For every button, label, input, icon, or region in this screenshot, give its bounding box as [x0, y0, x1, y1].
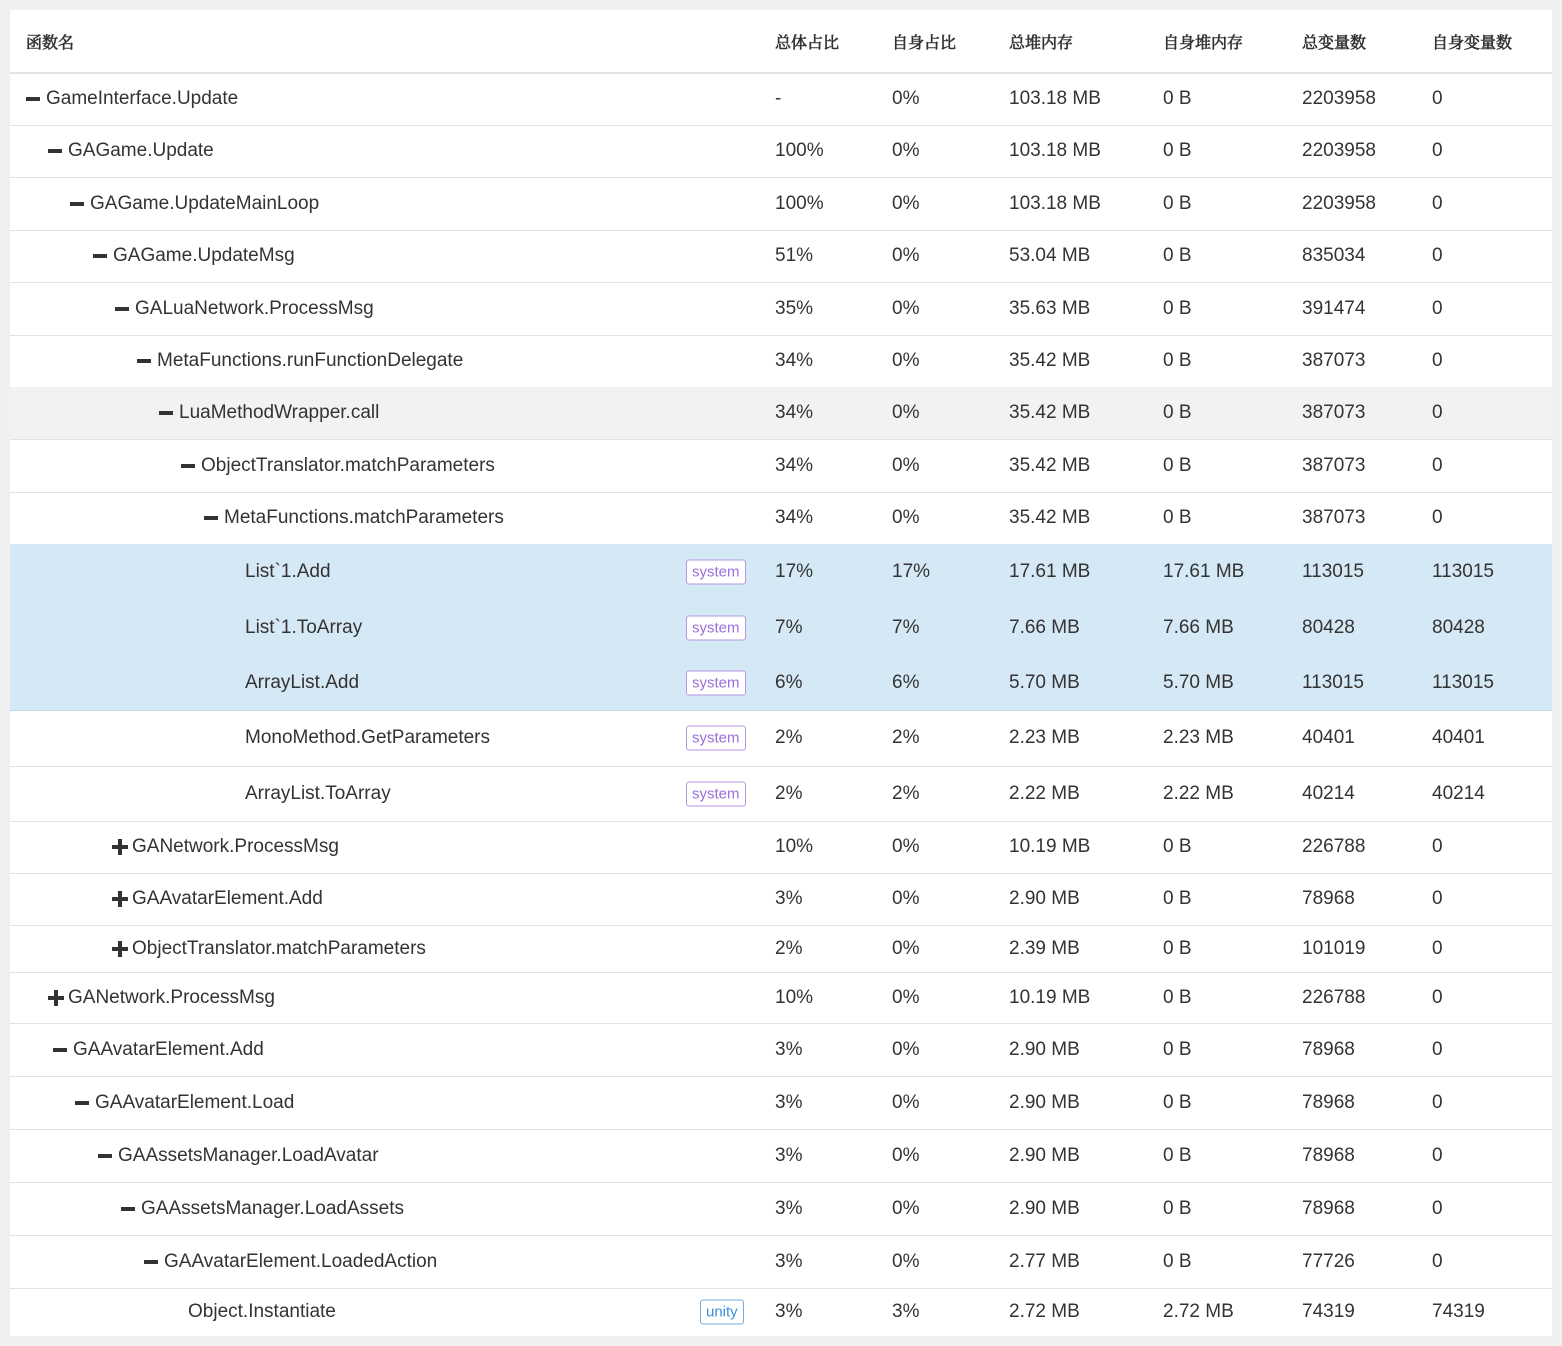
total-pct-cell: 6%: [775, 671, 803, 693]
table-row[interactable]: [10, 1129, 1552, 1183]
total-pct-cell: 34%: [775, 454, 814, 476]
total-heap-cell: 2.77 MB: [1009, 1250, 1080, 1272]
self-pct-cell: 0%: [892, 1250, 920, 1272]
total-heap-cell: 2.90 MB: [1009, 1197, 1080, 1219]
self-heap-cell: 0 B: [1163, 297, 1192, 319]
self-heap-cell: 2.72 MB: [1163, 1301, 1234, 1322]
total-pct-cell: 3%: [775, 1038, 803, 1060]
total-heap-cell: 17.61 MB: [1009, 561, 1091, 582]
function-name-cell: [10, 766, 1005, 821]
function-name: MonoMethod.GetParameters: [245, 727, 491, 748]
self-vars-cell: 0: [1432, 1250, 1443, 1272]
collapse-icon[interactable]: [144, 1255, 158, 1269]
total-pct-cell: 17%: [775, 561, 814, 582]
total-vars-cell: 113015: [1302, 561, 1364, 582]
table-row[interactable]: [10, 544, 1552, 601]
table-row[interactable]: [10, 1235, 1552, 1289]
col-header-total-pct[interactable]: 总体占比: [775, 34, 840, 52]
function-name-cell: [10, 492, 964, 544]
self-heap-cell: 0 B: [1163, 245, 1192, 266]
self-pct-cell: 0%: [892, 836, 920, 857]
self-pct-cell: 0%: [892, 454, 920, 476]
col-header-self-vars[interactable]: 自身变量数: [1432, 34, 1513, 52]
total-vars-cell: 78968: [1302, 1144, 1355, 1166]
function-name-cell: [10, 1288, 948, 1336]
collapse-icon[interactable]: [204, 511, 218, 525]
total-heap-cell: 2.90 MB: [1009, 1091, 1080, 1113]
function-name: GAAvatarElement.Load: [95, 1091, 295, 1113]
collapse-icon[interactable]: [70, 197, 84, 211]
total-heap-cell: 2.23 MB: [1009, 727, 1080, 748]
col-header-total-vars[interactable]: 总变量数: [1302, 34, 1367, 52]
function-name-cell: [10, 544, 1005, 600]
self-heap-cell: 7.66 MB: [1163, 616, 1234, 638]
total-pct-cell: 100%: [775, 192, 824, 214]
total-pct-cell: 51%: [775, 245, 814, 266]
table-row[interactable]: [10, 282, 1552, 336]
total-pct-cell: 34%: [775, 350, 814, 371]
self-pct-cell: 0%: [892, 192, 920, 214]
self-pct-cell: 3%: [892, 1301, 920, 1322]
self-pct-cell: 2%: [892, 727, 920, 748]
function-name-cell: [10, 177, 830, 230]
self-vars-cell: 0: [1432, 986, 1443, 1008]
total-vars-cell: 391474: [1302, 297, 1366, 319]
self-pct-cell: 2%: [892, 782, 920, 804]
function-name-cell: [10, 125, 808, 177]
table-row[interactable]: [10, 925, 1552, 973]
total-pct-cell: 34%: [775, 507, 814, 528]
total-pct-cell: 3%: [775, 1091, 803, 1113]
collapse-icon[interactable]: [48, 144, 62, 158]
expand-icon[interactable]: [112, 840, 126, 854]
self-heap-cell: 0 B: [1163, 454, 1192, 476]
self-heap-cell: 0 B: [1163, 1250, 1192, 1272]
self-heap-cell: 0 B: [1163, 836, 1192, 857]
table-header: [10, 10, 1552, 74]
system-badge: system: [686, 781, 746, 806]
total-pct-cell: -: [775, 88, 782, 109]
function-name-cell: [10, 821, 872, 873]
self-heap-cell: 0 B: [1163, 937, 1192, 959]
self-pct-cell: 0%: [892, 1038, 920, 1060]
self-vars-cell: 0: [1432, 1197, 1443, 1219]
total-heap-cell: 35.42 MB: [1009, 402, 1091, 423]
self-vars-cell: 0: [1432, 402, 1443, 423]
self-vars-cell: 0: [1432, 1038, 1443, 1060]
profiler-table: [10, 10, 1552, 1336]
function-name: GameInterface.Update: [46, 88, 239, 109]
function-name-cell: [10, 972, 808, 1023]
self-vars-cell: 0: [1432, 454, 1443, 476]
self-pct-cell: 0%: [892, 297, 920, 319]
total-vars-cell: 2203958: [1302, 88, 1376, 109]
self-heap-cell: 0 B: [1163, 1144, 1192, 1166]
function-name: GAAvatarElement.Add: [73, 1038, 264, 1060]
total-pct-cell: 100%: [775, 140, 824, 161]
self-heap-cell: 0 B: [1163, 986, 1192, 1008]
table-row[interactable]: [10, 1288, 1552, 1336]
self-heap-cell: 0 B: [1163, 507, 1192, 528]
collapse-icon[interactable]: [121, 1202, 135, 1216]
self-pct-cell: 0%: [892, 350, 920, 371]
self-heap-cell: 0 B: [1163, 1091, 1192, 1113]
function-name: Object.Instantiate: [188, 1301, 336, 1322]
self-pct-cell: 0%: [892, 888, 920, 909]
self-vars-cell: 0: [1432, 888, 1443, 909]
self-heap-cell: 2.23 MB: [1163, 727, 1234, 748]
total-pct-cell: 10%: [775, 836, 814, 857]
total-pct-cell: 3%: [775, 1301, 803, 1322]
self-heap-cell: 0 B: [1163, 888, 1192, 909]
total-vars-cell: 101019: [1302, 937, 1366, 959]
function-name-cell: [10, 873, 872, 925]
function-name-cell: [10, 230, 853, 282]
expand-icon[interactable]: [112, 892, 126, 906]
self-pct-cell: 0%: [892, 937, 920, 959]
self-vars-cell: 0: [1432, 1144, 1443, 1166]
total-vars-cell: 80428: [1302, 616, 1355, 638]
table-row[interactable]: [10, 1023, 1552, 1077]
self-vars-cell: 0: [1432, 350, 1443, 371]
function-name: MetaFunctions.runFunctionDelegate: [157, 350, 464, 371]
table-row[interactable]: [10, 335, 1552, 388]
self-vars-cell: 0: [1432, 88, 1443, 109]
function-name: List`1.ToArray: [245, 616, 363, 638]
collapse-icon[interactable]: [181, 459, 195, 473]
total-vars-cell: 387073: [1302, 402, 1366, 423]
function-name-cell: [10, 600, 1005, 655]
function-name: LuaMethodWrapper.call: [179, 402, 380, 423]
self-pct-cell: 0%: [892, 245, 920, 266]
table-row[interactable]: [10, 387, 1552, 440]
total-vars-cell: 226788: [1302, 836, 1366, 857]
total-pct-cell: 2%: [775, 727, 803, 748]
function-name: GANetwork.ProcessMsg: [68, 986, 275, 1008]
function-name: ObjectTranslator.matchParameters: [132, 937, 426, 959]
total-pct-cell: 10%: [775, 986, 814, 1008]
total-heap-cell: 35.42 MB: [1009, 454, 1091, 476]
total-vars-cell: 78968: [1302, 888, 1355, 909]
total-heap-cell: 2.39 MB: [1009, 937, 1080, 959]
table-row[interactable]: [10, 766, 1552, 822]
unity-badge: unity: [700, 1300, 744, 1325]
total-vars-cell: 40401: [1302, 727, 1355, 748]
self-vars-cell: 0: [1432, 192, 1443, 214]
total-vars-cell: 78968: [1302, 1038, 1355, 1060]
self-vars-cell: 74319: [1432, 1301, 1485, 1322]
self-pct-cell: 6%: [892, 671, 920, 693]
col-header-self-heap[interactable]: 自身堆内存: [1163, 34, 1244, 52]
function-name: List`1.Add: [245, 561, 331, 582]
total-pct-cell: 3%: [775, 1197, 803, 1219]
total-vars-cell: 74319: [1302, 1301, 1355, 1322]
function-name-cell: [10, 1129, 858, 1182]
total-heap-cell: 2.22 MB: [1009, 782, 1080, 804]
self-vars-cell: 113015: [1432, 671, 1494, 693]
total-vars-cell: 78968: [1302, 1197, 1355, 1219]
collapse-icon[interactable]: [115, 302, 129, 316]
self-heap-cell: 0 B: [1163, 1038, 1192, 1060]
collapse-icon[interactable]: [159, 406, 173, 420]
self-vars-cell: 0: [1432, 140, 1443, 161]
total-heap-cell: 2.90 MB: [1009, 888, 1080, 909]
self-heap-cell: 0 B: [1163, 350, 1192, 371]
self-vars-cell: 0: [1432, 836, 1443, 857]
function-name-cell: [10, 73, 786, 125]
system-badge: system: [686, 560, 746, 585]
total-vars-cell: 2203958: [1302, 140, 1376, 161]
self-pct-cell: 0%: [892, 986, 920, 1008]
self-vars-cell: 40401: [1432, 727, 1485, 748]
total-vars-cell: 40214: [1302, 782, 1355, 804]
function-name-cell: [10, 1182, 881, 1235]
function-name: GAAssetsManager.LoadAssets: [141, 1197, 404, 1219]
total-heap-cell: 103.18 MB: [1009, 88, 1101, 109]
total-vars-cell: 78968: [1302, 1091, 1355, 1113]
self-vars-cell: 0: [1432, 507, 1443, 528]
self-pct-cell: 0%: [892, 1091, 920, 1113]
table-row[interactable]: [10, 492, 1552, 545]
table-row[interactable]: [10, 1076, 1552, 1130]
self-pct-cell: 7%: [892, 616, 920, 638]
self-pct-cell: 0%: [892, 507, 920, 528]
function-name-cell: [10, 1076, 835, 1129]
collapse-icon[interactable]: [93, 249, 107, 263]
self-vars-cell: 80428: [1432, 616, 1485, 638]
table-row[interactable]: [10, 600, 1552, 656]
total-pct-cell: 7%: [775, 616, 803, 638]
total-heap-cell: 35.42 MB: [1009, 507, 1091, 528]
self-vars-cell: 0: [1432, 245, 1443, 266]
total-heap-cell: 7.66 MB: [1009, 616, 1080, 638]
total-heap-cell: 103.18 MB: [1009, 140, 1101, 161]
function-name-cell: [10, 710, 1005, 766]
self-vars-cell: 0: [1432, 937, 1443, 959]
table-row[interactable]: [10, 125, 1552, 178]
function-name: GAGame.UpdateMainLoop: [90, 192, 320, 214]
self-pct-cell: 0%: [892, 1144, 920, 1166]
function-name-cell: [10, 655, 1005, 710]
function-name-cell: [10, 335, 897, 387]
function-name-cell: [10, 1235, 904, 1288]
table-row[interactable]: [10, 73, 1552, 126]
total-pct-cell: 3%: [775, 1144, 803, 1166]
self-heap-cell: 0 B: [1163, 88, 1192, 109]
collapse-icon[interactable]: [53, 1043, 67, 1057]
self-heap-cell: 0 B: [1163, 192, 1192, 214]
table-row[interactable]: [10, 177, 1552, 231]
self-pct-cell: 0%: [892, 88, 920, 109]
total-heap-cell: 2.72 MB: [1009, 1301, 1080, 1322]
total-vars-cell: 387073: [1302, 454, 1366, 476]
self-vars-cell: 0: [1432, 297, 1443, 319]
table-row[interactable]: [10, 972, 1552, 1024]
total-heap-cell: 103.18 MB: [1009, 192, 1101, 214]
system-badge: system: [686, 726, 746, 751]
function-name: ArrayList.Add: [245, 671, 360, 693]
table-row[interactable]: [10, 821, 1552, 874]
collapse-icon[interactable]: [26, 92, 40, 106]
function-name: GAGame.UpdateMsg: [113, 245, 295, 266]
collapse-icon[interactable]: [137, 354, 151, 368]
self-heap-cell: 17.61 MB: [1163, 561, 1245, 582]
total-pct-cell: 3%: [775, 1250, 803, 1272]
total-vars-cell: 835034: [1302, 245, 1366, 266]
total-heap-cell: 2.90 MB: [1009, 1144, 1080, 1166]
total-heap-cell: 5.70 MB: [1009, 671, 1080, 693]
function-name-cell: [10, 1023, 813, 1076]
self-pct-cell: 0%: [892, 402, 920, 423]
total-vars-cell: 77726: [1302, 1250, 1355, 1272]
col-header-total-heap[interactable]: 总堆内存: [1009, 34, 1074, 52]
total-pct-cell: 35%: [775, 297, 814, 319]
self-pct-cell: 0%: [892, 140, 920, 161]
total-pct-cell: 34%: [775, 402, 814, 423]
function-name-cell: [10, 282, 875, 335]
expand-icon[interactable]: [48, 991, 62, 1005]
total-heap-cell: 35.63 MB: [1009, 297, 1091, 319]
system-badge: system: [686, 615, 746, 640]
expand-icon[interactable]: [112, 942, 126, 956]
self-pct-cell: 0%: [892, 1197, 920, 1219]
system-badge: system: [686, 670, 746, 695]
self-heap-cell: 0 B: [1163, 1197, 1192, 1219]
total-heap-cell: 10.19 MB: [1009, 836, 1091, 857]
table-row[interactable]: [10, 439, 1552, 493]
self-heap-cell: 5.70 MB: [1163, 671, 1234, 693]
total-vars-cell: 2203958: [1302, 192, 1376, 214]
total-heap-cell: 53.04 MB: [1009, 245, 1091, 266]
function-name: GALuaNetwork.ProcessMsg: [135, 297, 374, 319]
table-row[interactable]: [10, 230, 1552, 283]
table-row[interactable]: [10, 873, 1552, 926]
total-pct-cell: 3%: [775, 888, 803, 909]
total-heap-cell: 2.90 MB: [1009, 1038, 1080, 1060]
self-heap-cell: 2.22 MB: [1163, 782, 1234, 804]
self-vars-cell: 40214: [1432, 782, 1485, 804]
self-vars-cell: 113015: [1432, 561, 1494, 582]
total-vars-cell: 387073: [1302, 507, 1366, 528]
self-vars-cell: 0: [1432, 1091, 1443, 1113]
function-name: MetaFunctions.matchParameters: [224, 507, 504, 528]
total-vars-cell: 113015: [1302, 671, 1364, 693]
function-name-cell: [10, 925, 872, 972]
total-heap-cell: 10.19 MB: [1009, 986, 1091, 1008]
col-header-self-pct[interactable]: 自身占比: [892, 34, 957, 52]
function-name: GAAvatarElement.LoadedAction: [164, 1250, 438, 1272]
total-vars-cell: 387073: [1302, 350, 1366, 371]
total-pct-cell: 2%: [775, 782, 803, 804]
function-name: GAAvatarElement.Add: [132, 888, 323, 909]
total-pct-cell: 2%: [775, 937, 803, 959]
function-name: ObjectTranslator.matchParameters: [201, 454, 495, 476]
table-row[interactable]: [10, 710, 1552, 767]
table-row[interactable]: [10, 1182, 1552, 1236]
total-heap-cell: 35.42 MB: [1009, 350, 1091, 371]
self-heap-cell: 0 B: [1163, 402, 1192, 423]
table-row[interactable]: [10, 655, 1552, 711]
col-header-function-name[interactable]: 函数名: [26, 34, 75, 52]
function-name: GAGame.Update: [68, 140, 214, 161]
self-heap-cell: 0 B: [1163, 140, 1192, 161]
collapse-icon[interactable]: [75, 1096, 89, 1110]
function-name: GANetwork.ProcessMsg: [132, 836, 339, 857]
collapse-icon[interactable]: [98, 1149, 112, 1163]
total-vars-cell: 226788: [1302, 986, 1366, 1008]
function-name: GAAssetsManager.LoadAvatar: [118, 1144, 379, 1166]
self-pct-cell: 17%: [892, 561, 931, 582]
function-name: ArrayList.ToArray: [245, 782, 391, 804]
